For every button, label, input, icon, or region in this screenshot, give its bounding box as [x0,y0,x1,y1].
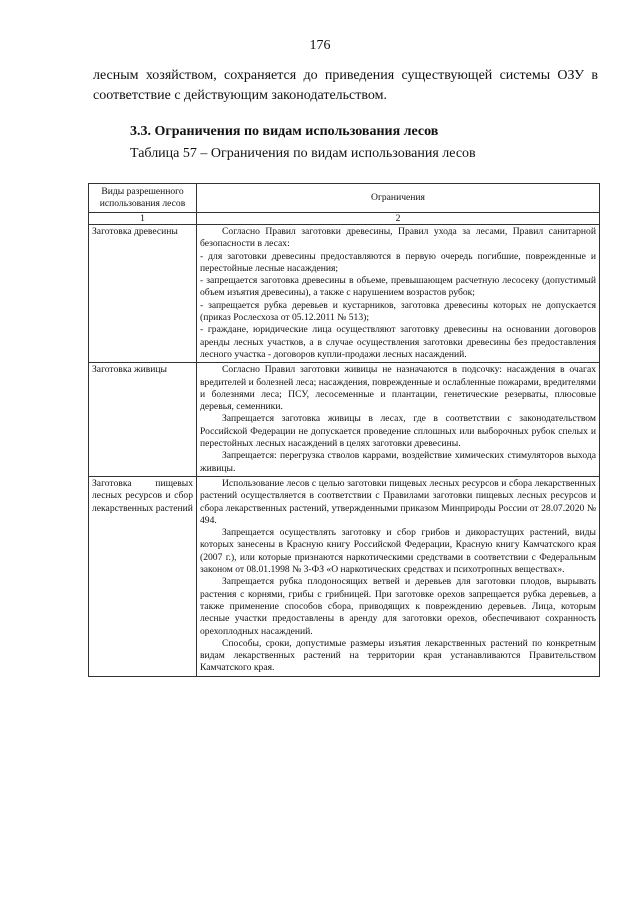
restriction-paragraph: Запрещается осуществлять заготовку и сбор грибов и дикорастущих растений, виды которых занесены в Красную книгу Российской Федерации, Красную книгу Камчатского края (2007 г.), или которые признаются наркотическими средствами в соответствии с Федеральным законом от 08.01.1998 № 3-ФЗ «О наркотических средствах и психотропных веществах». [200,527,596,576]
table-caption: Таблица 57 – Ограничения по видам использования лесов [130,146,476,161]
restrictions-cell [197,225,600,363]
restriction-paragraph: Запрещается заготовка живицы в лесах, где в соответствии с законодательством Российской Федерации не допускается проведение сплошных или выборочных рубок спелых и перестойных лесных насаждений в целях заготовки древесины. [200,413,596,450]
restriction-paragraph: Запрещается: перегрузка стволов каррами, воздействие химических стимуляторов выхода живицы. [200,450,596,474]
table-row [89,363,600,477]
header-usage-types: Виды разрешенного использования лесов [89,184,197,213]
restriction-paragraph: Согласно Правил заготовки живицы не назначаются в подсочку: насаждения в очагах вредителей и болезней леса; насаждения, поврежденные и ослабленные пожарами, вредителями и болезнями леса; ПСУ, лесосеменные и плантации, генетические резерваты, плюсовые деревья, семенники. [200,364,596,413]
usage-type-cell: Заготовка пищевых лесных ресурсов и сбор лекарственных растений [89,476,197,676]
page-number: 176 [309,38,331,53]
restriction-paragraph: - граждане, юридические лица осуществляют заготовку древесины на основании договоров аренды лесных участков, а в случае осуществления заготовки древесины без предоставления лесного участка - договоров купли-продажи лесных насаждений. [200,324,596,360]
restrictions-cell [197,363,600,477]
usage-type-cell: Заготовка живицы [89,363,197,477]
column-number: 2 [197,213,600,225]
restriction-paragraph: - для заготовки древесины предоставляются в первую очередь погибшие, поврежденные и перестойные лесные насаждения; [200,250,596,274]
section-heading: 3.3. Ограничения по видам использования лесов [130,124,439,139]
column-number: 1 [89,213,197,225]
table-row [89,225,600,363]
restriction-paragraph: Согласно Правил заготовки древесины, Правил ухода за лесами, Правил санитарной безопасности в лесах: [200,226,596,250]
usage-type-cell: Заготовка древесины [89,225,197,363]
restrictions-cell [197,476,600,676]
restriction-paragraph: - запрещается заготовка древесины в объеме, превышающем расчетную лесосеку (допустимый объем изъятия древесины), а также с нарушением возрастов рубок; [200,275,596,299]
restriction-paragraph: Запрещается рубка плодоносящих ветвей и деревьев для заготовки плодов, вырывать растения с корнями, грибы с грибницей. При заготовке орехов запрещается рубка деревьев, а также применение способов сбора, приводящих к повреждению деревьев. Лица, которым лесные участки предоставлены в аренду для заготовки орехов, обеспечивают сохранность орехоплодных насаждений. [200,576,596,637]
restriction-paragraph: - запрещается рубка деревьев и кустарников, заготовка древесины которых не допускается (приказ Рослесхоза от 05.12.2011 № 513); [200,299,596,324]
restrictions-table [88,183,600,677]
header-restrictions: Ограничения [197,184,600,213]
table-row [89,476,600,676]
restriction-paragraph: Способы, сроки, допустимые размеры изъятия лекарственных растений по конкретным видам лекарственных растений на территории края устанавливаются Правительством Камчатского края. [200,637,596,674]
table-header-row [89,184,600,213]
intro-paragraph: лесным хозяйством, сохраняется до приведения существующей системы ОЗУ в соответствие с действующим законодательством. [93,68,598,103]
restriction-paragraph: Использование лесов с целью заготовки пищевых лесных ресурсов и сбора лекарственных растений осуществляется в соответствии с Правилами заготовки пищевых лесных ресурсов и сбора лекарственных растений, утвержденными приказом Минприроды России от 28.07.2020 № 494. [200,477,596,526]
table-column-numbers [89,213,600,225]
